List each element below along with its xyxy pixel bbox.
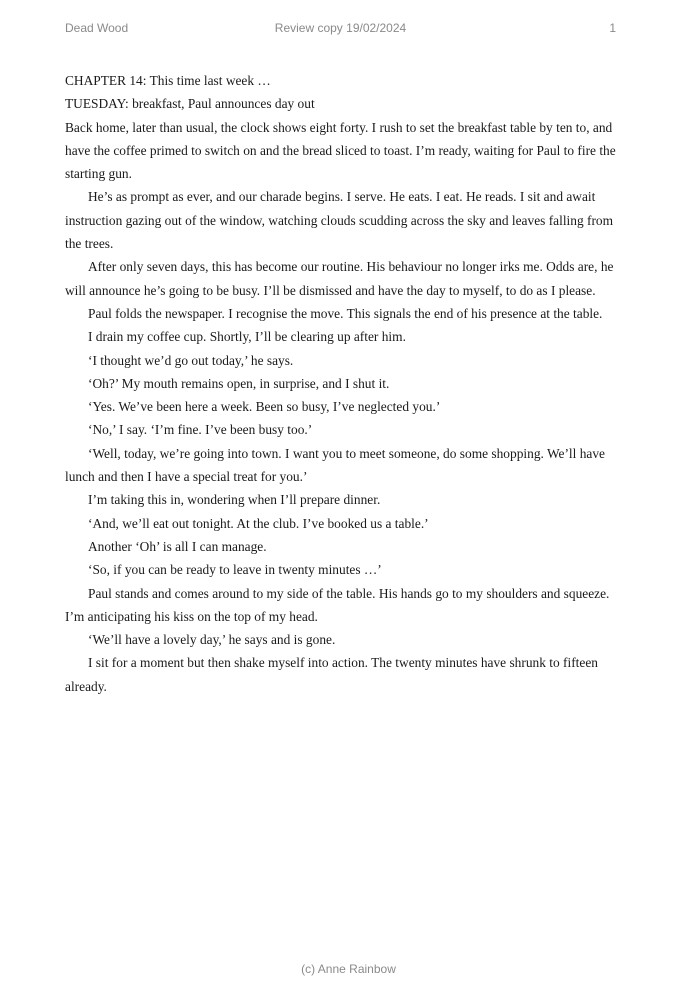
chapter-heading: CHAPTER 14: This time last week … <box>65 73 271 88</box>
chapter-body <box>65 69 617 698</box>
paragraph: ‘Well, today, we’re going into town. I want you to meet someone, do some shopping. We’ll have lunch and then I have a special treat for you.’ <box>65 445 605 485</box>
paragraph: I drain my coffee cup. Shortly, I’ll be clearing up after him. <box>88 329 406 345</box>
page-header <box>65 21 616 39</box>
review-copy-label: Review copy 19/02/2024 <box>274 21 407 35</box>
document-title: Dead Wood <box>65 21 129 35</box>
section-heading: TUESDAY: breakfast, Paul announces day out <box>65 96 315 112</box>
paragraph: ‘Yes. We’ve been here a week. Been so busy, I’ve neglected you.’ <box>88 399 441 415</box>
paragraph: I’m taking this in, wondering when I’ll prepare dinner. <box>88 492 381 508</box>
paragraph: Paul folds the newspaper. I recognise the move. This signals the end of his presence at the table. <box>88 305 603 321</box>
paragraph: ‘And, we’ll eat out tonight. At the club. I’ve booked us a table.’ <box>88 515 429 531</box>
page-number: 1 <box>609 21 616 35</box>
paragraph: ‘We’ll have a lovely day,’ he says and is gone. <box>88 632 336 648</box>
paragraph: He’s as prompt as ever, and our charade begins. I serve. He eats. I eat. He reads. I sit and await instruction gazing out of the window, watching clouds scudding across the sky and leaves falling from the trees. <box>65 189 614 252</box>
paragraph: ‘No,’ I say. ‘I’m fine. I’ve been busy too.’ <box>88 422 313 438</box>
paragraph: ‘I thought we’d go out today,’ he says. <box>88 352 294 368</box>
paragraph: ‘So, if you can be ready to leave in twenty minutes …’ <box>88 562 382 578</box>
paragraph: Paul stands and comes around to my side of the table. His hands go to my shoulders and squeeze. I’m anticipating his kiss on the top of my head. <box>65 585 610 624</box>
paragraph: I sit for a moment but then shake myself into action. The twenty minutes have shrunk to fifteen already. <box>65 655 598 694</box>
paragraph: ‘Oh?’ My mouth remains open, in surprise, and I shut it. <box>88 375 390 391</box>
paragraph: Another ‘Oh’ is all I can manage. <box>88 538 267 554</box>
paragraph: Back home, later than usual, the clock shows eight forty. I rush to set the breakfast table by ten to, and have the coffee primed to switch on and the bread sliced to toast. I’m ready, waiting for Paul to fire the starting gun. <box>65 119 616 182</box>
page-footer: (c) Anne Rainbow <box>301 962 396 976</box>
paragraph: After only seven days, this has become our routine. His behaviour no longer irks me. Odds are, he will announce he’s going to be busy. I’ll be dismissed and have the day to myself, to do as I please. <box>65 259 614 298</box>
